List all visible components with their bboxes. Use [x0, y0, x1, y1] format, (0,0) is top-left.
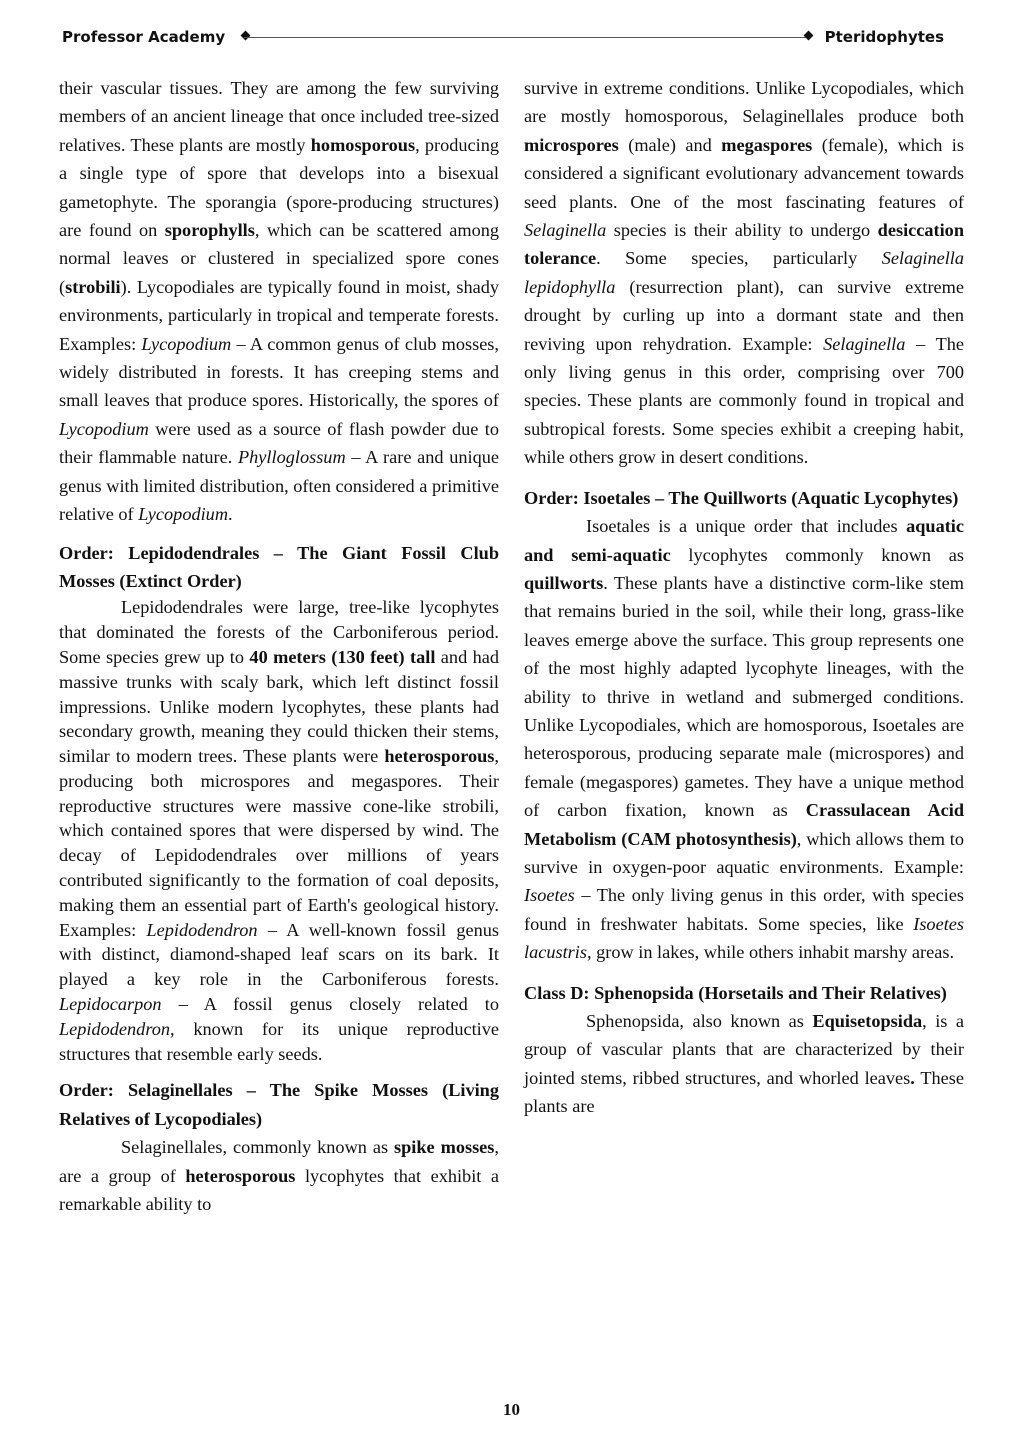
- text-run: Lepidodendrales were large, tree-like lycophytes that dominated the forests of the Carboniferous period. Some species grew up to: [59, 597, 499, 667]
- heading-sphenopsida: Class D: Sphenopsida (Horsetails and Their Relatives): [524, 982, 947, 1003]
- lepidodendrales-paragraph: [59, 595, 499, 1066]
- genus-name: Lycopodium: [138, 504, 229, 525]
- text-run: .: [910, 1067, 915, 1088]
- text-run: ). Lycopodiales are typically found in moist, shady environments, particularly in tropical and temperate forests. Examples:: [59, 276, 499, 354]
- species-name: Isoetes lacustris: [524, 913, 964, 963]
- term-megaspores: megaspores: [721, 134, 813, 155]
- selaginellales-continued-paragraph: [524, 74, 964, 472]
- text-run: . Some species, particularly: [596, 248, 882, 269]
- page-number: 10: [503, 1400, 520, 1419]
- genus-name: Isoetes: [524, 885, 575, 906]
- genus-name: Lepidocarpon: [59, 994, 162, 1015]
- text-run: Selaginellales, commonly known as: [121, 1137, 395, 1158]
- term-cam: Crassulacean Acid Metabolism (CAM photosynthesis): [524, 800, 965, 849]
- text-run: , are a group of: [59, 1137, 499, 1186]
- term-spike-mosses: spike mosses: [394, 1137, 495, 1158]
- text-run: , known for its unique reproductive structures that resemble early seeds.: [59, 1018, 499, 1064]
- species-name: Selaginella lepidophylla: [524, 248, 964, 297]
- header-diamond-left-icon: [241, 31, 251, 41]
- text-run: – A common genus of club mosses, widely distributed in forests. It has creeping stems and small leaves that produce spores. Historically, the spores of: [59, 333, 499, 411]
- text-run: – The only living genus in this order, comprising over 700 species. These plants are commonly found in tropical and subtropical forests. Some species exhibit a creeping habit, while others grow in desert conditions.: [524, 333, 965, 468]
- text-run: Isoetales is a unique order that includes: [586, 516, 907, 537]
- text-run: These plants are: [524, 1067, 965, 1117]
- genus-name: Selaginella: [823, 333, 906, 354]
- header-publisher: Professor Academy: [62, 28, 226, 46]
- term-quillworts: quillworts: [524, 572, 604, 593]
- term-strobili: strobili: [65, 276, 121, 297]
- text-run: and had massive trunks with scaly bark, which left distinct fossil impressions. Unlike modern lycophytes, these plants had secondary growth, meaning they could thicken their stems, similar to modern trees. These plants were: [59, 646, 499, 767]
- sphenopsida-paragraph: [524, 1007, 964, 1121]
- header-diamond-right-icon: [804, 31, 814, 41]
- term-heterosporous: heterosporous: [384, 746, 495, 767]
- text-run: – A rare and unique genus with limited distribution, often considered a primitive relative of: [59, 447, 499, 525]
- text-run: their vascular tissues. They are among the few surviving members of an ancient lineage that once included tree-sized relatives. These plants are mostly: [59, 78, 499, 155]
- right-column: [524, 74, 964, 1121]
- page-header: [62, 26, 944, 50]
- text-run: were used as a source of flash powder due to their flammable nature.: [59, 418, 499, 468]
- text-run: – The only living genus in this order, with species found in freshwater habitats. Some species, like: [524, 885, 964, 934]
- text-run: survive in extreme conditions. Unlike Lycopodiales, which are mostly homosporous, Selaginellales produce both: [524, 78, 964, 127]
- text-run: , which can be scattered among normal leaves or clustered in specialized spore cones (: [59, 220, 499, 297]
- heading-selaginellales: Order: Selaginellales – The Spike Mosses (Living Relatives of Lycopodiales): [59, 1080, 499, 1129]
- text-run: (male) and: [618, 134, 722, 155]
- isoetales-paragraph: [524, 512, 964, 967]
- text-run: – A well-known fossil genus with distinct, diamond-shaped leaf scars on its bark. It played a key role in the Carboniferous forests.: [59, 919, 499, 990]
- text-run: – A fossil genus closely related to: [161, 994, 499, 1015]
- header-rule: [244, 37, 810, 38]
- left-column: [59, 74, 499, 1218]
- text-run: (resurrection plant), can survive extreme drought by curling up into a dormant state and then reviving upon rehydration. Example:: [524, 276, 964, 354]
- heading-isoetales: Order: Isoetales – The Quillworts (Aquatic Lycophytes): [524, 487, 959, 508]
- text-run: (female), which is considered a significant evolutionary advancement towards seed plants. One of the most fascinating features of: [524, 134, 964, 212]
- header-chapter: Pteridophytes: [824, 28, 944, 46]
- term-sporophylls: sporophylls: [164, 220, 255, 241]
- text-run: Sphenopsida, also known as: [586, 1011, 813, 1031]
- text-run: , grow in lakes, while others inhabit marshy areas.: [586, 942, 955, 963]
- term-equisetopsida: Equisetopsida: [812, 1011, 923, 1031]
- genus-name: Lycopodium: [59, 418, 149, 439]
- text-run: , producing a single type of spore that develops into a bisexual gametophyte. The sporangia (spore-producing structures) are found on: [59, 134, 500, 241]
- text-run: species is their ability to undergo: [606, 220, 878, 241]
- genus-name: Selaginella: [524, 220, 607, 241]
- heading-lepidodendrales: Order: Lepidodendrales – The Giant Fossil Club Mosses (Extinct Order): [59, 542, 499, 591]
- genus-name: Lepidodendron: [146, 919, 258, 940]
- term-desiccation-tolerance: desiccation tolerance: [524, 220, 964, 269]
- text-run: , which allows them to survive in oxygen-poor aquatic environments. Example:: [524, 828, 964, 877]
- term-heterosporous: heterosporous: [185, 1165, 296, 1186]
- text-run: lycophytes commonly known as: [670, 544, 964, 565]
- selaginellales-paragraph: [59, 1133, 499, 1218]
- genus-name: Lycopodium: [141, 333, 232, 354]
- text-run: lycophytes that exhibit a remarkable ability to: [59, 1165, 499, 1215]
- genus-name: Phylloglossum: [238, 447, 346, 468]
- term-aquatic: aquatic and semi-aquatic: [524, 516, 964, 565]
- genus-name: Lepidodendron: [59, 1018, 171, 1039]
- term-homosporous: homosporous: [310, 134, 416, 155]
- term-microspores: microspores: [524, 134, 619, 155]
- text-run: , producing both microspores and megaspores. Their reproductive structures were massive cone-like strobili, which contained spores that were dispersed by wind. The decay of Lepidodendrales over millions of years contributed significantly to the formation of coal deposits, making them an essential part of Earth's geological history. Examples:: [59, 746, 499, 940]
- text-run: . These plants have a distinctive corm-like stem that remains buried in the soil, while their long, grass-like leaves emerge above the surface. This group represents one of the most highly adapted lycophyte lineages, with the ability to thrive in wetland and submerged conditions. Unlike Lycopodiales, which are homosporous, Isoetales are heterosporous, producing separate male (microspores) and female (megaspores) gametes. They have a unique method of carbon fixation, known as: [524, 572, 964, 821]
- text-run: , is a group of vascular plants that are characterized by their jointed stems, ribbed structures, and whorled leaves: [524, 1011, 964, 1088]
- lycopodiales-paragraph: [59, 74, 499, 529]
- text-run: .: [228, 504, 233, 525]
- term-height: 40 meters (130 feet) tall: [249, 646, 436, 667]
